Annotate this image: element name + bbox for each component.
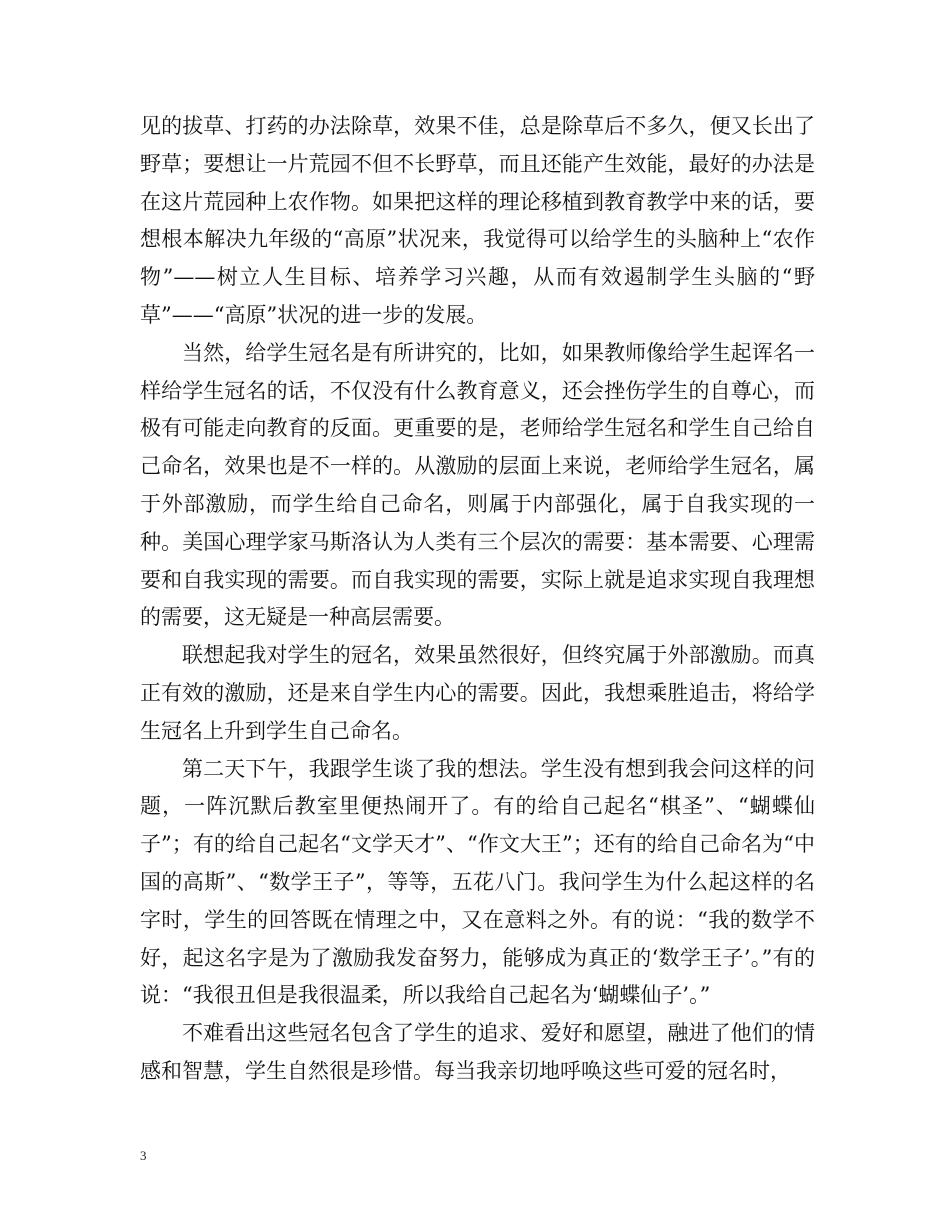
page-number: 3 bbox=[140, 1148, 147, 1163]
paragraph-4: 第二天下午，我跟学生谈了我的想法。学生没有想到我会问这样的问题，一阵沉默后教室里便热闹开了。有的给自己起名“棋圣”、“蝴蝶仙子”；有的给自己起名“文学天才”、“作文大王”；还有的给自己命名为“中国的高斯”、“数学王子”，等等，五花八门。我问学生为什么起这样的名字时，学生的回答既在情理之中，又在意料之外。有的说：“我的数学不好，起这名字是为了激励我发奋努力，能够成为真正的‘数学王子’。”有的说：“我很丑但是我很温柔，所以我给自己起名为‘蝴蝶仙子’。” bbox=[140, 756, 815, 1008]
document-body bbox=[140, 108, 815, 1091]
paragraph-2: 当然，给学生冠名是有所讲究的，比如，如果教师像给学生起诨名一样给学生冠名的话，不仅没有什么教育意义，还会挫伤学生的自尊心，而极有可能走向教育的反面。更重要的是，老师给学生冠名和学生自己给自己命名，效果也是不一样的。从激励的层面上来说，老师给学生冠名，属于外部激励，而学生给自己命名，则属于内部强化，属于自我实现的一种。美国心理学家马斯洛认为人类有三个层次的需要：基本需要、心理需要和自我实现的需要。而自我实现的需要，实际上就是追求实现自我理想的需要，这无疑是一种高层需要。 bbox=[140, 340, 815, 630]
paragraph-1: 见的拔草、打药的办法除草，效果不佳，总是除草后不多久，便又长出了野草；要想让一片荒园不但不长野草，而且还能产生效能，最好的办法是在这片荒园种上农作物。如果把这样的理论移植到教育教学中来的话，要想根本解决九年级的“高原”状况来，我觉得可以给学生的头脑种上“农作物”——树立人生目标、培养学习兴趣，从而有效遏制学生头脑的“野草”——“高原”状况的进一步的发展。 bbox=[140, 114, 815, 327]
paragraph-3: 联想起我对学生的冠名，效果虽然很好，但终究属于外部激励。而真正有效的激励，还是来自学生内心的需要。因此，我想乘胜追击，将给学生冠名上升到学生自己命名。 bbox=[140, 643, 815, 743]
paragraph-5: 不难看出这些冠名包含了学生的追求、爱好和愿望，融进了他们的情感和智慧，学生自然很是珍惜。每当我亲切地呼唤这些可爱的冠名时， bbox=[140, 1021, 815, 1083]
